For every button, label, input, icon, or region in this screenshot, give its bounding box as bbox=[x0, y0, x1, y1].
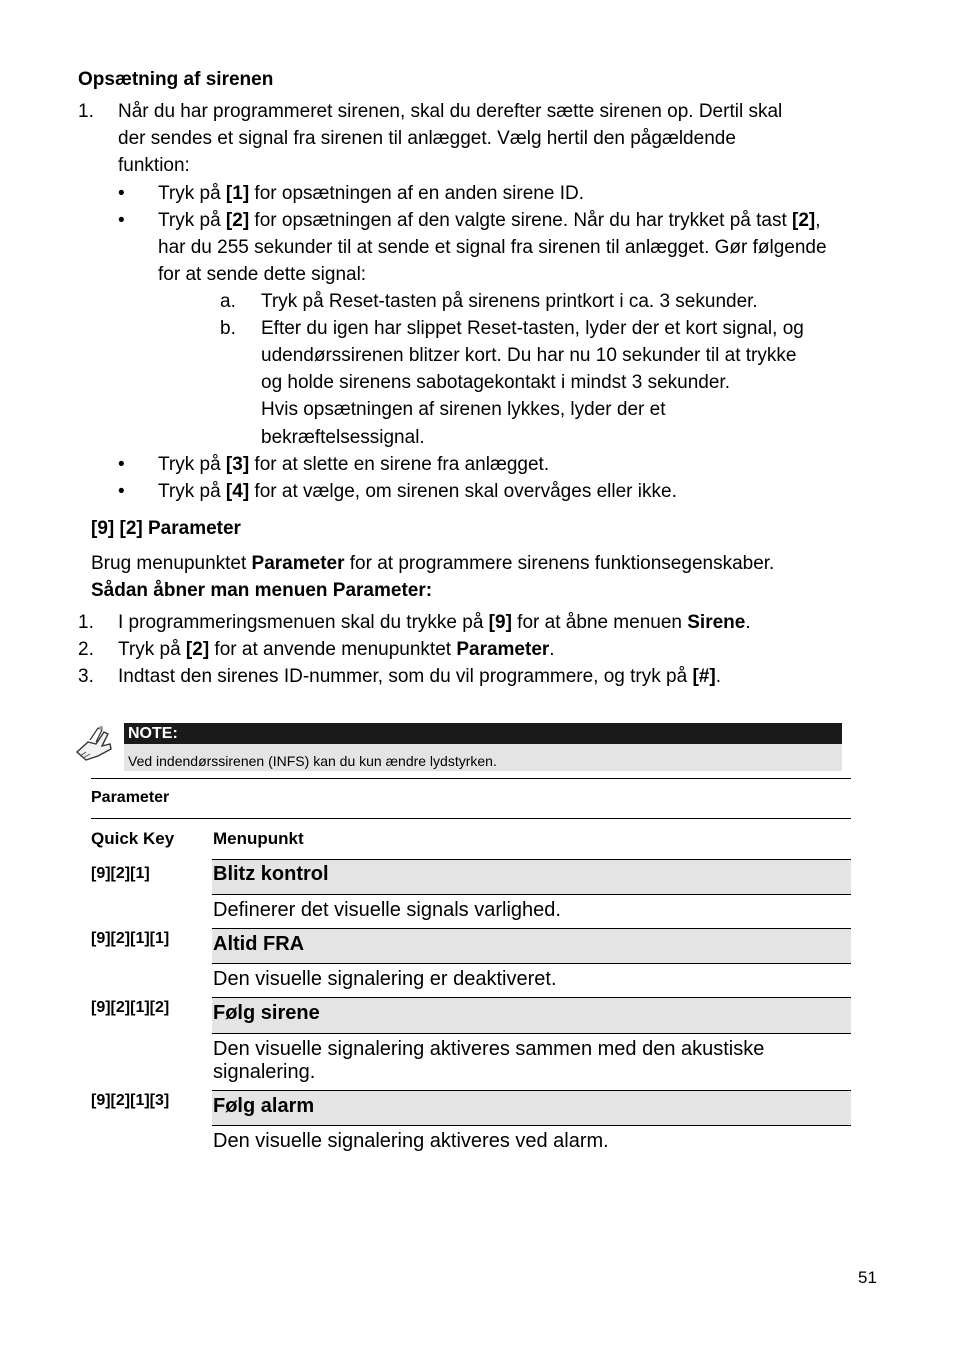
note-label: NOTE: bbox=[128, 725, 178, 742]
bullet-1: Tryk på [1] for opsætningen af en anden sirene ID. bbox=[158, 183, 584, 204]
table-header-rule bbox=[91, 818, 851, 819]
table-row-title: Følg alarm bbox=[213, 1095, 315, 1117]
bullet-2: Tryk på [2] for opsætningen af den valgte sirene. Når du har trykket på tast [2], bbox=[158, 210, 821, 231]
bullet-dot: • bbox=[118, 481, 125, 502]
param-howto: Sådan åbner man menuen Parameter: bbox=[91, 580, 433, 601]
substep-a-label: a. bbox=[220, 291, 236, 312]
table-row-key: [9][2][1] bbox=[91, 865, 150, 882]
section-title: Opsætning af sirenen bbox=[78, 69, 274, 90]
param-step-1-number: 1. bbox=[78, 612, 94, 633]
bullet-dot: • bbox=[118, 454, 125, 475]
table-row-key: [9][2][1][3] bbox=[91, 1092, 170, 1109]
substep-b-label: b. bbox=[220, 318, 236, 339]
step1-line-2: der sendes et signal fra sirenen til anlægget. Vælg hertil den pågældende bbox=[118, 128, 736, 149]
step1-line-3: funktion: bbox=[118, 155, 190, 176]
note-header-bar bbox=[124, 723, 842, 744]
param-step-2-number: 2. bbox=[78, 639, 94, 660]
param-step-3-number: 3. bbox=[78, 666, 94, 687]
table-row-desc: Definerer det visuelle signals varlighed. bbox=[213, 899, 561, 921]
table-caption: Parameter bbox=[91, 789, 170, 806]
page-number: 51 bbox=[858, 1268, 877, 1287]
bullet-3: Tryk på [3] for at slette en sirene fra anlægget. bbox=[158, 454, 550, 475]
table-row-desc: Den visuelle signalering aktiveres sammen med den akustiske signalering. bbox=[213, 1038, 765, 1083]
table-col-menupunkt: Menupunkt bbox=[213, 829, 304, 848]
step1-line-1: Når du har programmeret sirenen, skal du derefter sætte sirenen op. Dertil skal bbox=[118, 101, 783, 122]
table-row-desc: Den visuelle signalering aktiveres ved alarm. bbox=[213, 1130, 609, 1152]
table-row-title: Følg sirene bbox=[213, 1002, 320, 1024]
param-step-1: I programmeringsmenuen skal du trykke på [9] for at åbne menuen Sirene. bbox=[118, 612, 751, 633]
table-row-desc: Den visuelle signalering er deaktiveret. bbox=[213, 968, 557, 990]
bullet-4: Tryk på [4] for at vælge, om sirenen skal overvåges eller ikke. bbox=[158, 481, 677, 502]
param-step-2: Tryk på [2] for at anvende menupunktet Parameter. bbox=[118, 639, 555, 660]
note-text: Ved indendørssirenen (INFS) kan du kun ændre lydstyrken. bbox=[128, 753, 497, 769]
substep-b-line-3: og holde sirenens sabotagekontakt i mindst 3 sekunder. bbox=[261, 372, 730, 393]
substep-b-line-4: Hvis opsætningen af sirenen lykkes, lyder der et bbox=[261, 399, 666, 420]
bullet-dot: • bbox=[118, 183, 125, 204]
table-row-title: Altid FRA bbox=[213, 933, 305, 955]
hand-note-icon bbox=[74, 722, 114, 764]
substep-b-line-5: bekræftelsessignal. bbox=[261, 427, 425, 448]
table-row-key: [9][2][1][2] bbox=[91, 999, 170, 1016]
param-section-title: [9] [2] Parameter bbox=[91, 518, 241, 539]
step1-number: 1. bbox=[78, 101, 94, 122]
table-row-key: [9][2][1][1] bbox=[91, 930, 170, 947]
substep-b-line-1: Efter du igen har slippet Reset-tasten, lyder der et kort signal, og bbox=[261, 318, 804, 339]
param-step-3: Indtast den sirenes ID-nummer, som du vil programmere, og tryk på [#]. bbox=[118, 666, 721, 687]
table-top-rule bbox=[91, 778, 851, 779]
table-row-shade bbox=[212, 928, 851, 964]
substep-b-line-2: udendørssirenen blitzer kort. Du har nu 10 sekunder til at trykke bbox=[261, 345, 797, 366]
bullet-2-line-3: for at sende dette signal: bbox=[158, 264, 367, 285]
param-intro: Brug menupunktet Parameter for at programmere sirenens funktionsegenskaber. bbox=[91, 553, 775, 574]
bullet-2-line-2: har du 255 sekunder til at sende et signal fra sirenen til anlægget. Gør følgende bbox=[158, 237, 827, 258]
table-row-title: Blitz kontrol bbox=[213, 863, 329, 885]
substep-a-text: Tryk på Reset-tasten på sirenens printkort i ca. 3 sekunder. bbox=[261, 291, 758, 312]
bullet-dot: • bbox=[118, 210, 125, 231]
table-col-quick-key: Quick Key bbox=[91, 829, 175, 848]
